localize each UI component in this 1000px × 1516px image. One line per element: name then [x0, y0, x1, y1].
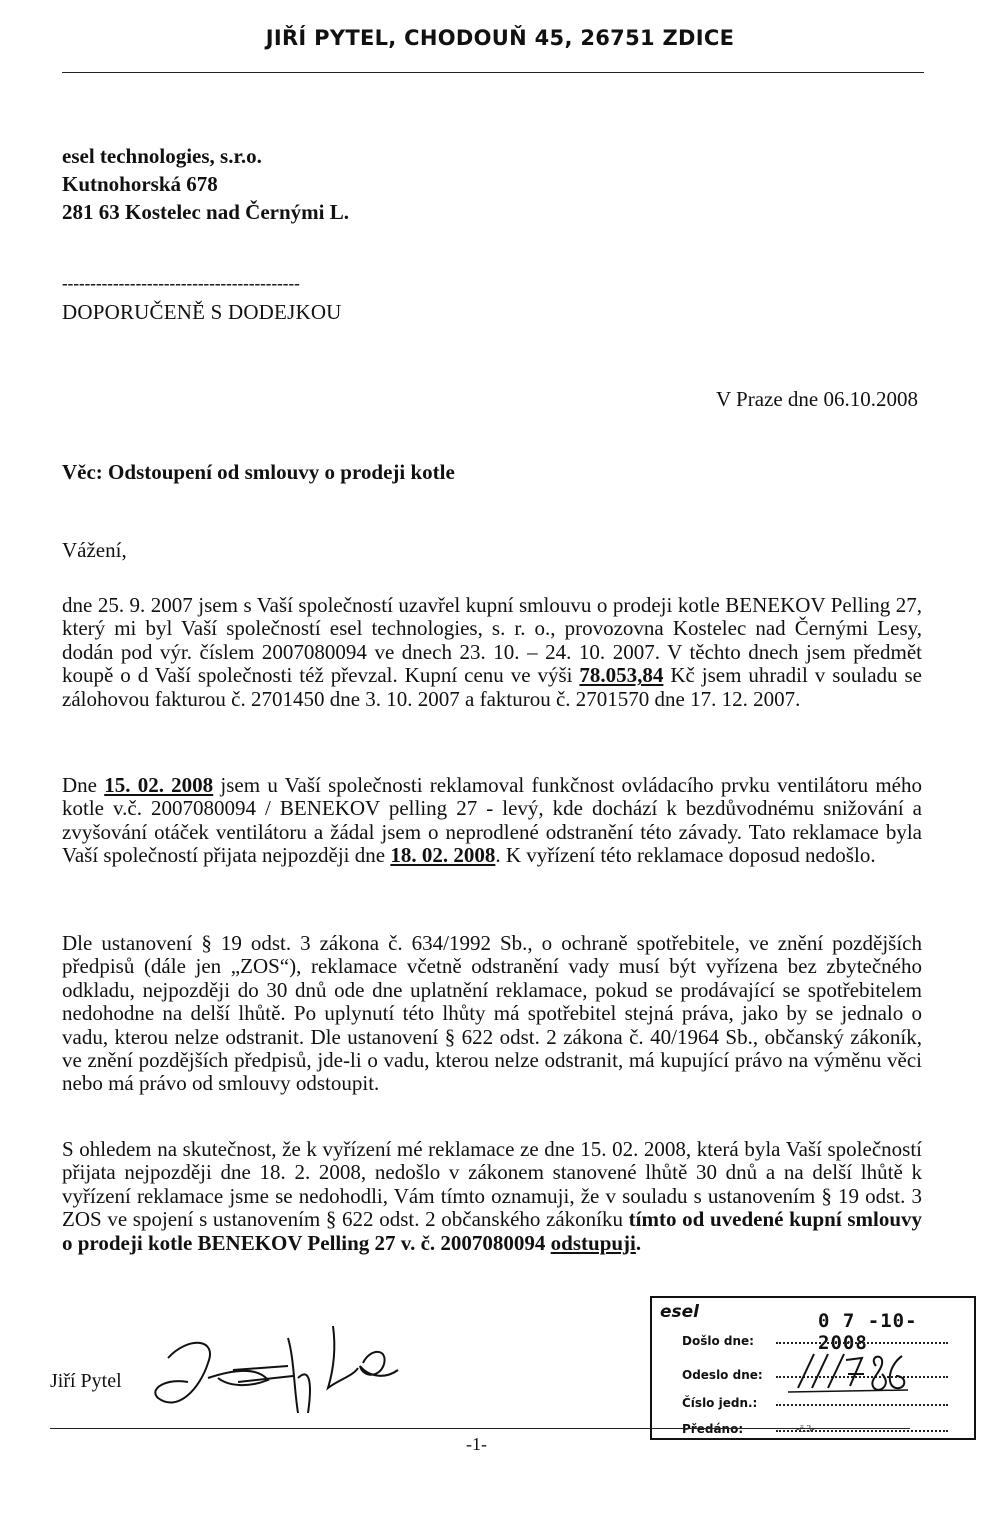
p2-text-start: Dne [62, 773, 105, 797]
stamp-received-label: Došlo dne: [682, 1334, 754, 1348]
receipt-stamp [650, 1296, 976, 1440]
paragraph-4 [62, 1138, 922, 1255]
p4-text: S ohledem na skutečnost, že k vyřízení mé reklamace ze dne 15. 02. 2008, která byla Vaší společností přijata nejpozději dne 18. 2. 2008, nedošlo v zákonem stanovené lhůtě 30 dnů a na delší lhůtě k vyřízení reklamace jsme se nedohodli, Vám tímto oznamuji, že v souladu s ustanovením § 19 odst. 3 ZOS ve spojení s ustanovením § 622 odst. 2 občanského zákoníku [62, 1137, 922, 1232]
paragraph-1 [62, 594, 922, 711]
p4-end: . [635, 1230, 642, 1255]
p1-text-end: Kč jsem uhradil v souladu se zálohovou fakturou č. 2701450 dne 3. 10. 2007 a fakturou č. 2701570 dne 17. 12. 2007. [62, 663, 922, 711]
purchase-amount: 78.053,84 [579, 663, 664, 688]
stamp-received-dots [776, 1342, 948, 1344]
stamp-logo: esel [660, 1302, 700, 1322]
p1-text-start: dne 25. 9. 2007 jsem s Vaší společností uzavřel kupní smlouvu o prodeji kotle BENEKOV Pelling 27, který mi byl Vaší společností esel technologies, s. r. o., provozovna Kostelec nad Černými Lesy, dodán pod výr. číslem 2007080094 ve dnech 23. 10. – 24. 10. 2007. V těchto dnech jsem předmět koupě o d Vaší společnosti též převzal. Kupní cenu ve výši [62, 593, 922, 688]
signer-name: Jiří Pytel [50, 1370, 122, 1392]
acceptance-date: 18. 02. 2008 [390, 843, 496, 868]
letter-subject: Věc: Odstoupení od smlouvy o prodeji kotle [62, 460, 455, 484]
stamp-sent-label: Odeslo dne: [682, 1368, 763, 1382]
footer-divider [50, 1428, 910, 1429]
stamp-received-date: 0 7 -10- 2008 [818, 1310, 918, 1354]
stamp-reference-label: Číslo jedn.: [682, 1396, 758, 1410]
p2-text-middle: jsem u Vaší společnosti reklamoval funkčnost ovládacího prvku ventilátoru mého kotle v.č. 2007080094 / BENEKOV pelling 27 - levý, kde dochází k bezdůvodnému snižování a zvyšování otáček ventilátoru a žádal jsem o neprodlené odstranění této závady. Tato reklamace byla Vaší společností přijata nejpozději dne [62, 773, 922, 868]
paragraph-3: Dle ustanovení § 19 odst. 3 zákona č. 634/1992 Sb., o ochraně spotřebitele, ve znění pozdějších předpisů (dále jen „ZOS“), reklamace včetně odstranění vady musí být vyřízena bez zbytečného odkladu, nejpozději do 30 dnů ode dne uplatnění reklamace, pokud se prodávající se spotřebitelem nedohodne na delší lhůtě. Po uplynutí této lhůty má spotřebitel stejná práva, jako by se jednalo o vadu, kterou nelze odstranit. Dle ustanovení § 622 odst. 2 zákona č. 40/1964 Sb., občanský zákoník, ve znění pozdějších předpisů, jde-li o vadu, kterou nelze odstranit, má kupující právo na výměnu věci nebo má právo od smlouvy odstoupit. [62, 931, 922, 1096]
delivery-dashes: ------------------------------------------ [62, 274, 300, 293]
delivery-method: DOPORUČENĚ S DODEJKOU [62, 300, 342, 324]
recipient-company: esel technologies, s.r.o. [62, 144, 262, 168]
recipient-street: Kutnohorská 678 [62, 172, 218, 196]
stamp-reference-number [784, 1346, 914, 1396]
stamp-handed-label: Předáno: [682, 1422, 744, 1436]
stamp-reference-dots [776, 1404, 948, 1406]
greeting: Vážení, [62, 538, 127, 562]
recipient-address [62, 142, 349, 226]
header-divider [62, 72, 924, 73]
recipient-city: 281 63 Kostelec nad Černými L. [62, 200, 349, 224]
place-and-date: V Praze dne 06.10.2008 [716, 387, 918, 411]
paragraph-2 [62, 774, 922, 868]
withdrawal-statement: tímto od uvedené kupní smlouvy o prodeji kotle BENEKOV Pelling 27 v. č. 2007080094 [62, 1207, 922, 1255]
stamp-under-text: -č.3- [796, 1424, 815, 1435]
page-number: -1- [466, 1434, 487, 1454]
p2-text-end: . K vyřízení této reklamace doposud nedošlo. [495, 843, 876, 868]
sender-header: JIŘÍ PYTEL, CHODOUŇ 45, 26751 ZDICE [265, 26, 735, 50]
withdrawal-verb: odstupuji [550, 1230, 636, 1255]
handwritten-signature [148, 1318, 408, 1438]
complaint-date: 15. 02. 2008 [104, 773, 214, 797]
